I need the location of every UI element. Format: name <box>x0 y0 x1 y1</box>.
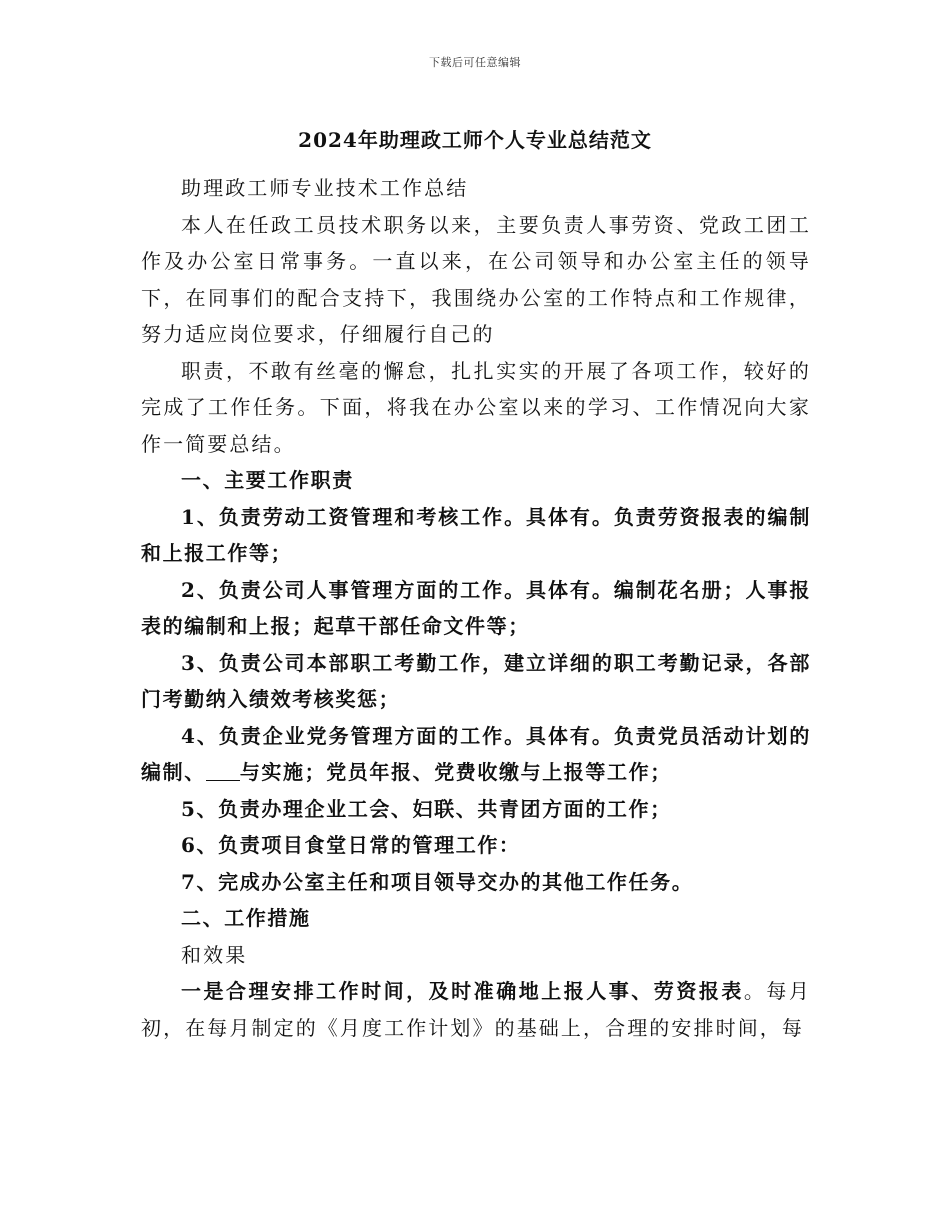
blank-underline <box>206 762 240 781</box>
paragraph-effects: 和效果 <box>181 942 248 967</box>
duty-item-3: 3、负责公司本部职工考勤工作，建立详细的职工考勤记录，各部门考勤纳入绩效考核奖惩； <box>141 650 811 711</box>
duty-item-5: 5、负责办理企业工会、妇联、共青团方面的工作； <box>181 796 672 821</box>
duty-item-2: 2、负责公司人事管理方面的工作。具体有。编制花名册；人事报表的编制和上报；起草干部任命文件等； <box>141 577 811 638</box>
duty-item-4-part-b: 与实施；党员年报、党费收缴与上报等工作； <box>239 760 672 784</box>
paragraph-intro-continued: 职责，不敢有丝毫的懈怠，扎扎实实的开展了各项工作，较好的完成了工作任务。下面，将我在办公室以来的学习、工作情况向大家作一简要总结。 <box>141 358 811 456</box>
duty-item-4-part-a: 4、负责企业党务管理方面的工作。具体有。负责党员活动计划的编制、 <box>141 723 811 784</box>
measure-1-text: 。每月初，在每月制定的《月度工作计划》的基础上，合理的安排时间，每 <box>141 979 811 1040</box>
section-heading-measures: 二、工作措施 <box>181 906 311 930</box>
document-title: 2024年助理政工师个人专业总结范文 <box>298 128 652 152</box>
duty-item-6: 6、负责项目食堂日常的管理工作： <box>181 833 521 857</box>
paragraph-subtitle: 助理政工师专业技术工作总结 <box>181 176 469 200</box>
section-heading-duties: 一、主要工作职责 <box>181 468 354 492</box>
duty-item-7: 7、完成办公室主任和项目领导交办的其他工作任务。 <box>181 869 694 894</box>
measure-1-lead: 一是合理安排工作时间，及时准确地上报人事、劳资报表 <box>181 979 744 1003</box>
document-body <box>141 170 811 1046</box>
duty-item-4 <box>141 718 811 791</box>
paragraph-intro: 本人在任政工员技术职务以来，主要负责人事劳资、党政工团工作及办公室日常事务。一直以来，在公司领导和办公室主任的领导下，在同事们的配合支持下，我围绕办公室的工作特点和工作规律，努力适应岗位要求，仔细履行自己的 <box>141 212 811 346</box>
duty-item-1: 1、负责劳动工资管理和考核工作。具体有。负责劳资报表的编制和上报工作等； <box>141 504 811 565</box>
header-note: 下载后可任意编辑 <box>429 56 521 69</box>
paragraph-measure-1 <box>141 973 811 1046</box>
